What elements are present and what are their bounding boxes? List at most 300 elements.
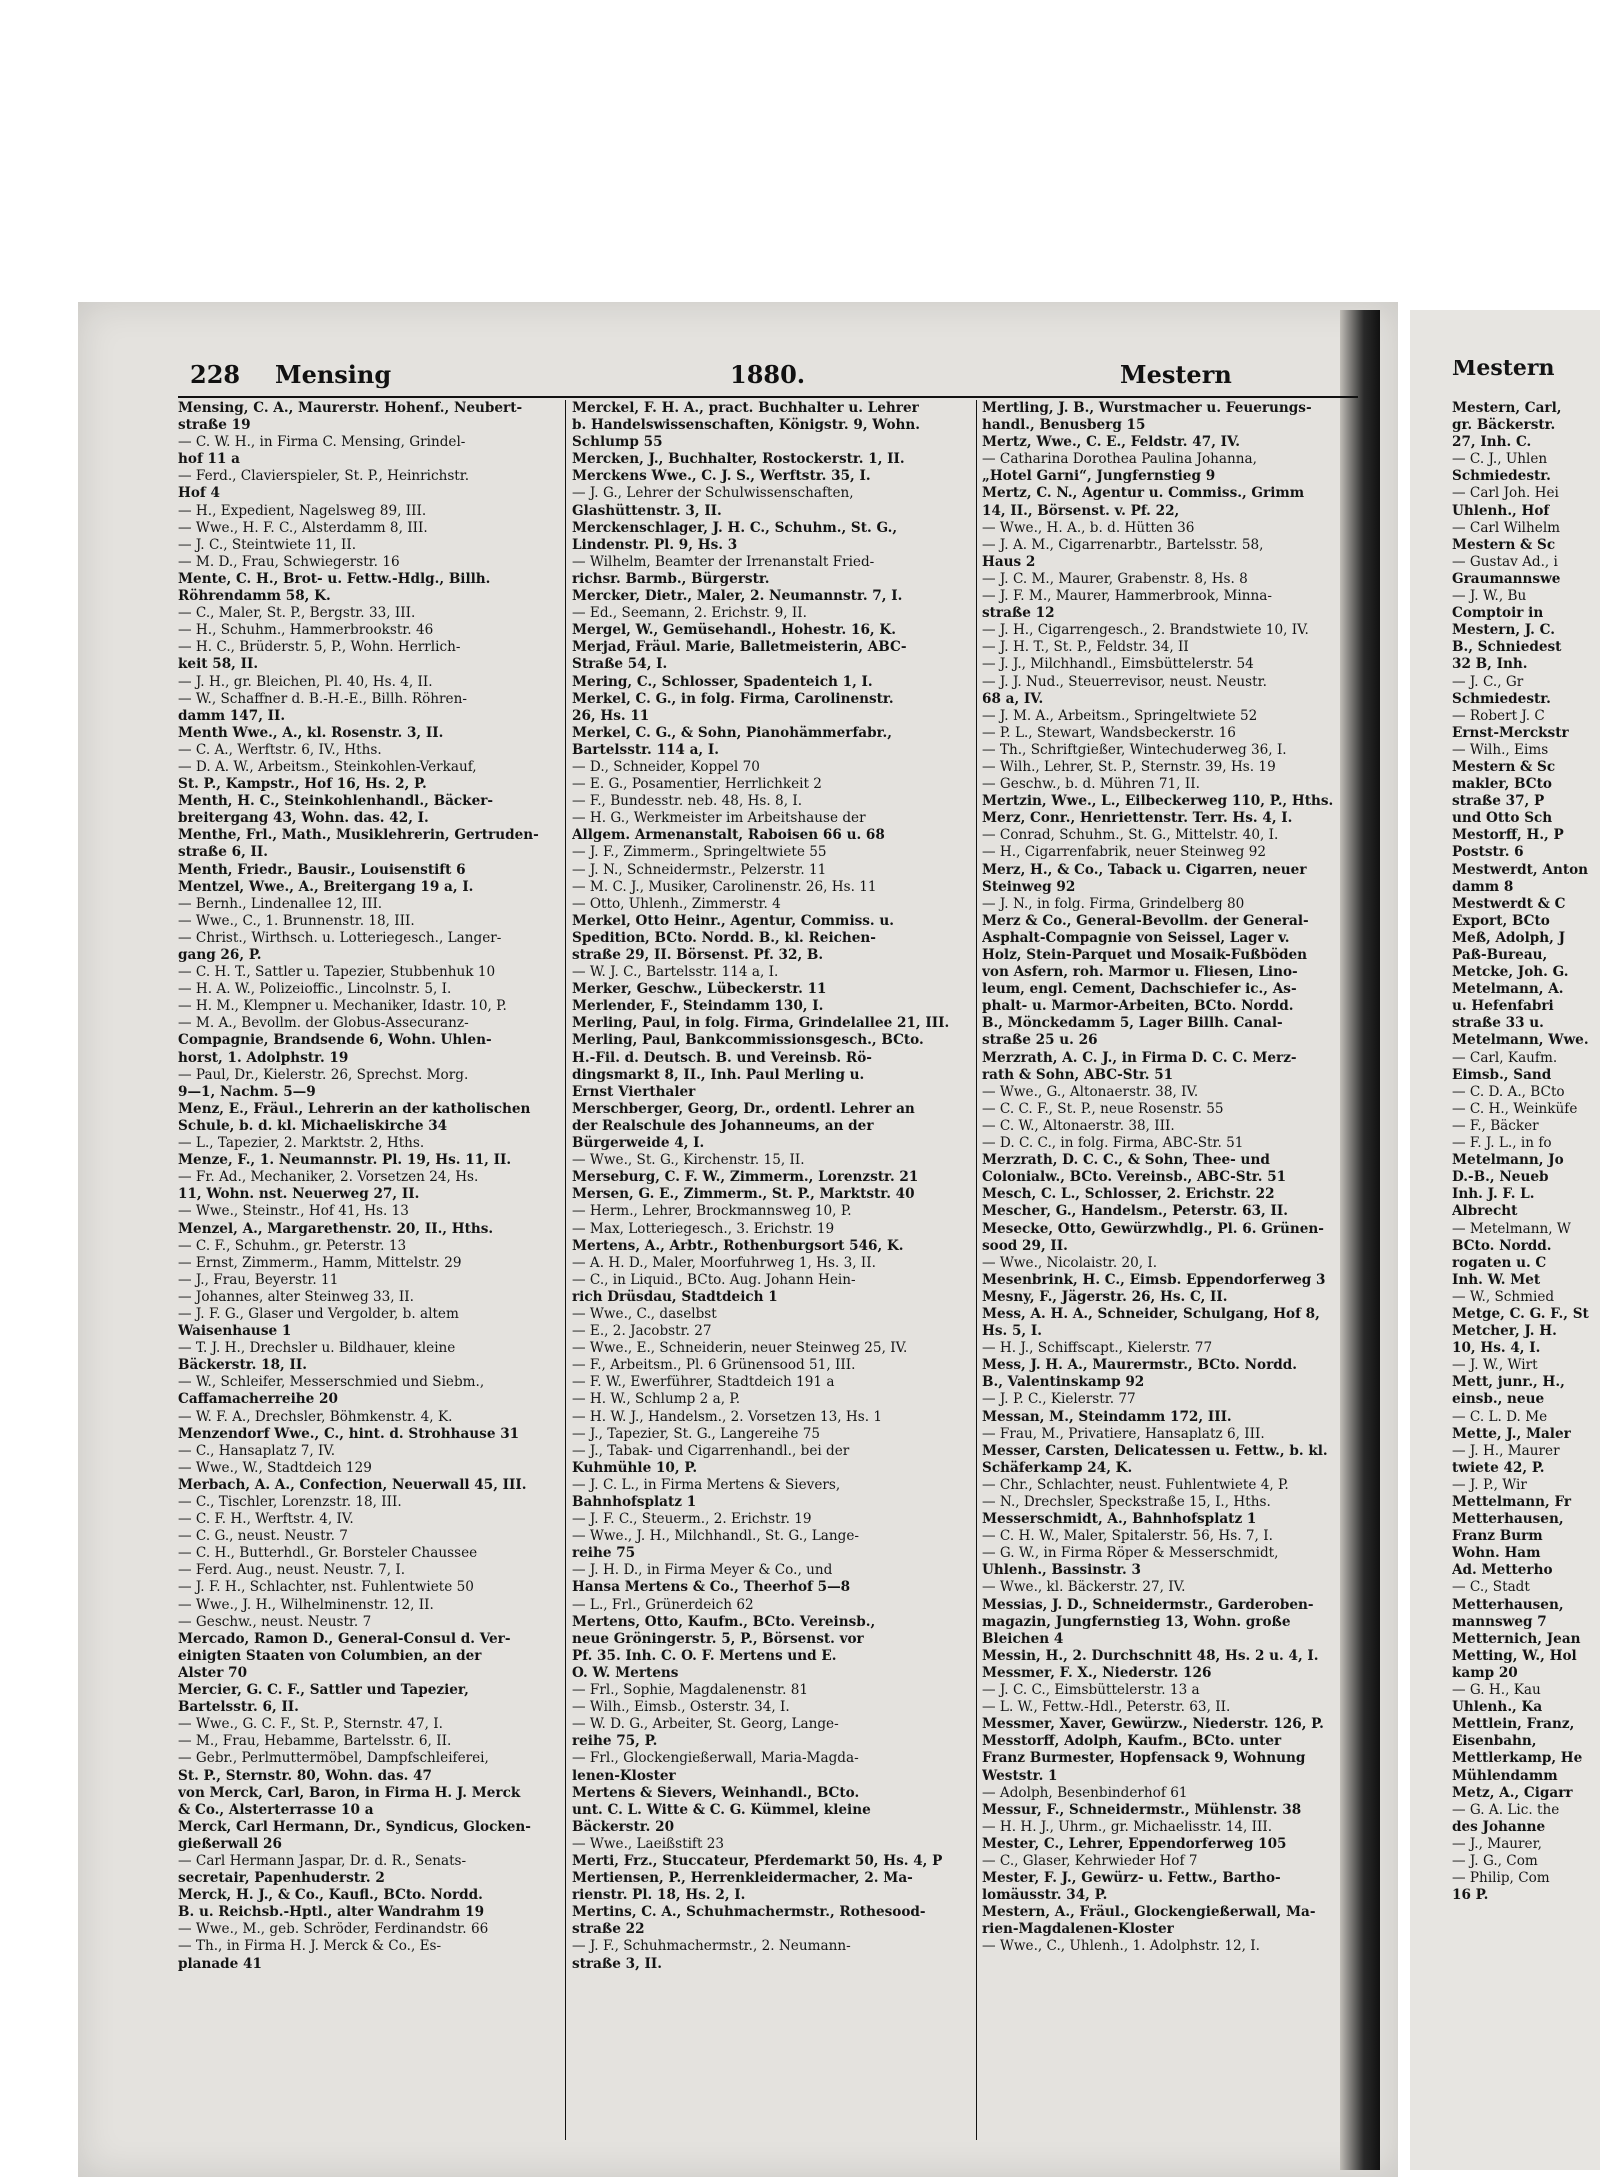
facing-page-line: Uhlenh., Ka [1452, 1699, 1543, 1716]
directory-entry-line: hof 11 a [178, 451, 240, 468]
directory-entry-line: Mercker, Dietr., Maler, 2. Neumannstr. 7, I. [572, 588, 903, 605]
directory-entry-line: — Frl., Glockengießerwall, Maria-Magda- [572, 1750, 859, 1767]
facing-page-line: — J., Maurer, [1452, 1835, 1542, 1852]
directory-entry-line: — Wwe., H. A., b. d. Hütten 36 [982, 519, 1195, 536]
directory-entry-line: — C., Glaser, Kehrwieder Hof 7 [982, 1852, 1198, 1869]
facing-page-line: — G. H., Kau [1452, 1682, 1541, 1699]
facing-page-line: — Gustav Ad., i [1452, 553, 1558, 570]
facing-page-line: — G. A. Lic. the [1452, 1801, 1560, 1818]
directory-entry-line: — J., Tapezier, St. G., Langereihe 75 [572, 1425, 821, 1442]
directory-entry-line: — Paul, Dr., Kielerstr. 26, Sprechst. Morg. [178, 1066, 469, 1083]
facing-page-line: Schmiedestr. [1452, 468, 1551, 485]
facing-page-line: Metelmann, A. [1452, 981, 1564, 998]
directory-entry-line: — W. F. A., Drechsler, Böhmkenstr. 4, K. [178, 1408, 453, 1425]
directory-entry-line: — G. W., in Firma Röper & Messerschmidt, [982, 1545, 1279, 1562]
directory-entry-line: — Wilh., Lehrer, St. P., Sternstr. 39, Hs. 19 [982, 758, 1276, 775]
directory-entry-line: phalt- u. Marmor-Arbeiten, BCto. Nordd. [982, 998, 1294, 1015]
facing-page-line: D.-B., Neueb [1452, 1169, 1549, 1186]
directory-entry-line: breitergang 43, Wohn. das. 42, I. [178, 810, 429, 827]
right-guide-word: Mestern [1120, 360, 1232, 389]
directory-entry-line: — F. W., Ewerführer, Stadtdeich 191 a [572, 1374, 835, 1391]
facing-page-line: einsb., neue [1452, 1391, 1545, 1408]
directory-entry-line: Schäferkamp 24, K. [982, 1459, 1133, 1476]
directory-entry-line: Hansa Mertens & Co., Theerhof 5—8 [572, 1579, 851, 1596]
directory-entry-line: Merlender, F., Steindamm 130, I. [572, 998, 824, 1015]
directory-entry-line: neue Gröningerstr. 5, P., Börsenst. vor [572, 1630, 864, 1647]
directory-entry-line: Mester, C., Lehrer, Eppendorferweg 105 [982, 1835, 1287, 1852]
directory-entry-line: Merz, H., & Co., Taback u. Cigarren, neuer [982, 861, 1307, 878]
facing-page-line: Graumannswe [1452, 570, 1561, 587]
directory-entry-line: — Herm., Lehrer, Brockmannsweg 10, P. [572, 1203, 852, 1220]
directory-entry-line: B. u. Reichsb.-Hptl., alter Wandrahm 19 [178, 1904, 485, 1921]
facing-page-header: Mestern [1452, 360, 1555, 381]
facing-page-line: Mestwerdt & C [1452, 895, 1566, 912]
facing-page-lines [1452, 400, 1600, 1904]
directory-entry-line: rich Drüsdau, Stadtdeich 1 [572, 1288, 778, 1305]
directory-entry-line: straße 19 [178, 417, 251, 434]
directory-entry-line: — H. C., Brüderstr. 5, P., Wohn. Herrlich- [178, 639, 461, 656]
directory-entry-line: Ernst Vierthaler [572, 1083, 696, 1100]
directory-entry-line: Merling, Paul, in folg. Firma, Grindelallee 21, III. [572, 1015, 950, 1032]
directory-entry-line: — E. G., Posamentier, Herrlichkeit 2 [572, 776, 822, 793]
facing-page-line: 27, Inh. C. [1452, 434, 1532, 451]
facing-page-line: — Robert J. C [1452, 707, 1545, 724]
page-header [190, 360, 1360, 394]
directory-entry-line: gang 26, P. [178, 947, 262, 963]
directory-entry-line: — C., in Liquid., BCto. Aug. Johann Hein- [572, 1271, 856, 1288]
directory-entry-line: richsr. Barmb., Bürgerstr. [572, 570, 770, 587]
directory-entry-line: lenen-Kloster [572, 1767, 676, 1784]
directory-entry-line: Merck, H. J., & Co., Kaufl., BCto. Nordd. [178, 1887, 483, 1904]
directory-entry-line: — Christ., Wirthsch. u. Lotteriegesch., Langer- [178, 929, 502, 946]
facing-page-line: Metternich, Jean [1452, 1630, 1581, 1647]
directory-entry-line: — W. D. G., Arbeiter, St. Georg, Lange- [572, 1716, 839, 1733]
directory-entry-line: — Wwe., Steinstr., Hof 41, Hs. 13 [178, 1203, 409, 1220]
directory-entry-line: reihe 75, P. [572, 1733, 658, 1750]
directory-entry-line: — C. A., Werftstr. 6, IV., Hths. [178, 741, 382, 758]
facing-page-line: Mühlendamm [1452, 1767, 1558, 1784]
page-number: 228 [190, 360, 241, 389]
directory-entry-line: — Wilh., Eimsb., Osterstr. 34, I. [572, 1699, 790, 1716]
directory-entry-line: unt. C. L. Witte & C. G. Kümmel, kleine [572, 1801, 871, 1818]
directory-entry-line: — Wwe., G. C. F., St. P., Sternstr. 47, I. [178, 1716, 443, 1733]
directory-entry-line: — C., Hansaplatz 7, IV. [178, 1442, 336, 1459]
directory-entry-line: Menth, H. C., Steinkohlenhandl., Bäcker- [178, 793, 494, 810]
facing-page-line: — J. H., Maurer [1452, 1442, 1560, 1459]
facing-page-line: Mestorff, H., P [1452, 827, 1564, 844]
directory-entry-line: handl., Benusberg 15 [982, 417, 1146, 434]
directory-entry-line: — Wwe., Nicolaistr. 20, I. [982, 1254, 1158, 1271]
facing-page-line: B., Schniedest [1452, 639, 1562, 656]
directory-entry-line: reihe 75 [572, 1545, 636, 1562]
facing-page-line: — Carl, Kaufm. [1452, 1049, 1558, 1066]
facing-page-line: Inh. W. Met [1452, 1271, 1541, 1288]
directory-entry-line: 68 a, IV. [982, 690, 1044, 707]
facing-page-line: — Carl Joh. Hei [1452, 485, 1559, 502]
directory-entry-line: — Wwe., E., Schneiderin, neuer Steinweg 25, IV. [572, 1340, 908, 1357]
directory-entry-line: Hs. 5, I. [982, 1323, 1042, 1340]
directory-entry-line: — Th., in Firma H. J. Merck & Co., Es- [178, 1938, 442, 1955]
directory-entry-line: Menz, E., Fräul., Lehrerin an der katholischen [178, 1100, 531, 1117]
directory-entry-line: Mertens & Sievers, Weinhandl., BCto. [572, 1784, 860, 1801]
directory-entry-line: Waisenhause 1 [178, 1323, 292, 1340]
directory-entry-line: — J. P. C., Kielerstr. 77 [982, 1391, 1136, 1408]
directory-entry-line: Mertiensen, P., Herrenkleidermacher, 2. Ma- [572, 1870, 913, 1887]
facing-page-line: Export, BCto [1452, 912, 1550, 929]
directory-entry-line: — Wwe., kl. Bäckerstr. 27, IV. [982, 1579, 1186, 1596]
facing-page-line: Inh. J. F. L. [1452, 1186, 1535, 1203]
directory-entry-line: Messur, F., Schneidermstr., Mühlenstr. 38 [982, 1801, 1302, 1818]
directory-entry-line: — A. H. D., Maler, Moorfuhrweg 1, Hs. 3, II. [572, 1254, 876, 1271]
directory-entry-line: — J. C. L., in Firma Mertens & Sievers, [572, 1476, 841, 1493]
directory-entry-line: Merzrath, D. C. C., & Sohn, Thee- und [982, 1152, 1270, 1169]
directory-entry-line: straße 6, II. [178, 844, 268, 861]
directory-entry-line: & Co., Alsterterrasse 10 a [178, 1801, 374, 1818]
facing-page-column [1452, 360, 1600, 2150]
facing-page-line: Metcke, Joh. G. [1452, 964, 1569, 981]
directory-entry-line: — C. W., Altonaerstr. 38, III. [982, 1117, 1175, 1134]
directory-entry-line: Mente, C. H., Brot- u. Fettw.-Hdlg., Billh. [178, 570, 491, 587]
facing-page-line: Franz Burm [1452, 1528, 1543, 1545]
directory-entry-line: — J. M. A., Arbeitsm., Springeltwiete 52 [982, 707, 1258, 724]
directory-entry-line: Merz & Co., General-Bevollm. der General- [982, 912, 1309, 929]
directory-entry-line: Haus 2 [982, 553, 1036, 570]
directory-entry-line: — C. H. W., Maler, Spitalerstr. 56, Hs. 7, I. [982, 1528, 1273, 1545]
directory-entry-line: — N., Drechsler, Speckstraße 15, I., Hths. [982, 1494, 1271, 1510]
directory-entry-line: — J. H., gr. Bleichen, Pl. 40, Hs. 4, II. [178, 673, 433, 690]
directory-entry-line: Schule, b. d. kl. Michaeliskirche 34 [178, 1117, 448, 1134]
directory-entry-line: — Fr. Ad., Mechaniker, 2. Vorsetzen 24, Hs. [178, 1169, 479, 1186]
directory-entry-line: — H. M., Klempner u. Mechaniker, Idastr. 10, P. [178, 998, 507, 1015]
directory-entry-line: Röhrendamm 58, K. [178, 588, 331, 605]
facing-page-line: straße 37, P [1452, 793, 1545, 810]
directory-entry-line: Mercado, Ramon D., General-Consul d. Ver- [178, 1630, 511, 1647]
directory-entry-line: gießerwall 26 [178, 1835, 282, 1852]
directory-entry-line: 14, II., Börsenst. v. Pf. 22, [982, 502, 1180, 519]
facing-page-line: 16 P. [1452, 1887, 1489, 1904]
facing-page-line: mannsweg 7 [1452, 1613, 1547, 1630]
directory-entry-line: Mertz, C. N., Agentur u. Commiss., Grimm [982, 485, 1305, 502]
directory-entry-line: Schlump 55 [572, 434, 663, 451]
directory-entry-line: — Th., Schriftgießer, Wintechuderweg 36, I. [982, 741, 1287, 758]
directory-entry-line: — C., Tischler, Lorenzstr. 18, III. [178, 1494, 402, 1510]
directory-entry-line: magazin, Jungfernstieg 13, Wohn. große [982, 1613, 1291, 1630]
directory-entry-line: Merbach, A. A., Confection, Neuerwall 45, III. [178, 1476, 527, 1493]
directory-entry-line: — J., Tabak- und Cigarrenhandl., bei der [572, 1442, 850, 1459]
facing-page-line: Mestwerdt, Anton [1452, 861, 1589, 878]
column-divider [976, 400, 977, 2140]
facing-page-line: Metge, C. G. F., St [1452, 1305, 1589, 1322]
directory-entry-line: Merjad, Fräul. Marie, Balletmeisterin, ABC- [572, 639, 907, 656]
directory-entry-line: — Ed., Seemann, 2. Erichstr. 9, II. [572, 605, 807, 622]
directory-entry-line: Mertens, Otto, Kaufm., BCto. Vereinsb., [572, 1613, 876, 1630]
facing-page-line: Mestern, J. C. [1452, 622, 1555, 639]
directory-entry-line: — J. J. Nud., Steuerrevisor, neust. Neustr. [982, 673, 1267, 690]
directory-entry-line: Bäckerstr. 20 [572, 1818, 675, 1835]
directory-entry-line: — H., Cigarrenfabrik, neuer Steinweg 92 [982, 844, 1266, 861]
directory-entry-line: 26, Hs. 11 [572, 707, 650, 724]
directory-entry-line: Weststr. 1 [982, 1767, 1058, 1784]
directory-entry-line: Mesenbrink, H. C., Eimsb. Eppendorferweg 3 [982, 1271, 1326, 1288]
facing-page-line: — J. G., Com [1452, 1852, 1538, 1869]
directory-entry-line: — Ernst, Zimmerm., Hamm, Mittelstr. 29 [178, 1254, 462, 1271]
directory-entry-line: — Catharina Dorothea Paulina Johanna, [982, 451, 1257, 468]
header-rule [178, 396, 1358, 398]
directory-entry-line: Steinweg 92 [982, 878, 1076, 895]
facing-page-line: des Johanne [1452, 1818, 1546, 1835]
directory-entry-line: — D. A. W., Arbeitsm., Steinkohlen-Verkauf, [178, 758, 477, 775]
facing-page-line: Paß-Bureau, [1452, 947, 1548, 963]
directory-entry-line: Mertens, A., Arbtr., Rothenburgsort 546, K. [572, 1237, 904, 1254]
directory-entry-line: — J. C. C., Eimsbüttelerstr. 13 a [982, 1682, 1200, 1699]
directory-entry-line: — Johannes, alter Steinweg 33, II. [178, 1288, 414, 1305]
facing-page-line: Metelmann, Wwe. [1452, 1032, 1589, 1049]
facing-page-line: Uhlenh., Hof [1452, 502, 1550, 519]
directory-entry-line: Menzendorf Wwe., C., hint. d. Strohhause 31 [178, 1425, 520, 1442]
directory-entry-line: — D., Schneider, Koppel 70 [572, 758, 760, 775]
directory-entry-line: Messias, J. D., Schneidermstr., Garderoben- [982, 1596, 1314, 1613]
facing-page-line: 10, Hs. 4, I. [1452, 1340, 1541, 1357]
directory-entry-line: Hof 4 [178, 485, 220, 502]
facing-page-line: Wohn. Ham [1452, 1545, 1541, 1562]
directory-entry-line: einigten Staaten von Columbien, an der [178, 1647, 482, 1664]
directory-entry-line: Mertzin, Wwe., L., Eilbeckerweg 110, P., Hths. [982, 793, 1334, 810]
directory-entry-line: Merzrath, A. C. J., in Firma D. C. C. Merz- [982, 1049, 1297, 1066]
directory-entry-line: — C. G., neust. Neustr. 7 [178, 1528, 348, 1545]
directory-year: 1880. [730, 360, 806, 389]
directory-entry-line: dingsmarkt 8, II., Inh. Paul Merling u. [572, 1066, 865, 1083]
facing-page-line: Ad. Metterho [1452, 1562, 1553, 1579]
directory-entry-line: von Merck, Carl, Baron, in Firma H. J. Merck [178, 1784, 521, 1801]
directory-entry-line: — H. G., Werkmeister im Arbeitshause der [572, 810, 866, 827]
directory-entry-line: — J. F. H., Schlachter, nst. Fuhlentwiete 50 [178, 1579, 474, 1596]
directory-entry-line: — Wwe., M., geb. Schröder, Ferdinandstr. 66 [178, 1921, 489, 1938]
facing-page-line: — Carl Wilhelm [1452, 519, 1561, 536]
directory-entry-line: — C. F., Schuhm., gr. Peterstr. 13 [178, 1237, 407, 1254]
directory-entry-line: — Frl., Sophie, Magdalenenstr. 81 [572, 1682, 809, 1699]
facing-page-line: — Philip, Com [1452, 1870, 1550, 1887]
directory-entry-line: leum, engl. Cement, Dachschiefer ic., As- [982, 981, 1297, 998]
facing-page-line: kamp 20 [1452, 1664, 1518, 1681]
directory-entry-line: — H. W. J., Handelsm., 2. Vorsetzen 13, Hs. 1 [572, 1408, 883, 1425]
facing-page-line: Albrecht [1452, 1203, 1518, 1220]
directory-entry-line: — J. G., Lehrer der Schulwissenschaften, [572, 485, 854, 502]
directory-entry-line: Compagnie, Brandsende 6, Wohn. Uhlen- [178, 1032, 492, 1049]
directory-entry-line: Bäckerstr. 18, II. [178, 1357, 307, 1374]
directory-entry-line: — C. F. H., Werftstr. 4, IV. [178, 1511, 354, 1528]
directory-entry-line: Bartelsstr. 114 a, I. [572, 741, 719, 758]
directory-entry-line: Mertling, J. B., Wurstmacher u. Feuerungs- [982, 400, 1312, 416]
directory-entry-line: — Ferd. Aug., neust. Neustr. 7, I. [178, 1562, 406, 1579]
directory-entry-line: — W. J. C., Bartelsstr. 114 a, I. [572, 964, 779, 981]
directory-entry-line: — M. A., Bevollm. der Globus-Assecuranz- [178, 1015, 469, 1032]
directory-entry-line: — L. W., Fettw.-Hdl., Peterstr. 63, II. [982, 1699, 1231, 1716]
directory-entry-line: — Geschw., neust. Neustr. 7 [178, 1613, 372, 1630]
directory-entry-line: — J. H. T., St. P., Feldstr. 34, II [982, 639, 1189, 656]
directory-entry-line: Menze, F., 1. Neumannstr. Pl. 19, Hs. 11, II. [178, 1152, 512, 1169]
directory-entry-line: Messmer, F. X., Niederstr. 126 [982, 1664, 1212, 1681]
directory-entry-line: St. P., Sternstr. 80, Wohn. das. 47 [178, 1767, 433, 1784]
directory-entry-line: sood 29, II. [982, 1237, 1068, 1254]
directory-entry-line: — L., Frl., Grünerdeich 62 [572, 1596, 754, 1613]
directory-entry-line: Mercier, G. C. F., Sattler und Tapezier, [178, 1682, 469, 1699]
directory-entry-line: Messmer, Xaver, Gewürzw., Niederstr. 126, P. [982, 1716, 1324, 1733]
directory-entry-line: — Wwe., J. H., Wilhelminenstr. 12, II. [178, 1596, 434, 1613]
directory-entry-line: — Max, Lotteriegesch., 3. Erichstr. 19 [572, 1220, 835, 1237]
column-divider [565, 400, 566, 2140]
directory-entry-line: lomäusstr. 34, P. [982, 1887, 1108, 1904]
directory-entry-line: Messtorff, Adolph, Kaufm., BCto. unter [982, 1733, 1282, 1750]
directory-entry-line: Pf. 35. Inh. C. O. F. Mertens und E. [572, 1647, 837, 1664]
directory-entry-line: Bleichen 4 [982, 1630, 1064, 1647]
directory-entry-line: Mentzel, Wwe., A., Breitergang 19 a, I. [178, 878, 474, 895]
directory-entry-line: — L., Tapezier, 2. Marktstr. 2, Hths. [178, 1135, 425, 1152]
directory-entry-line: — J. N., Schneidermstr., Pelzerstr. 11 [572, 861, 827, 878]
facing-page-line: Metcher, J. H. [1452, 1323, 1557, 1340]
facing-page-line: Mestern & Sc [1452, 536, 1556, 553]
facing-page-line: BCto. Nordd. [1452, 1237, 1552, 1254]
directory-entry-line: straße 12 [982, 605, 1055, 622]
directory-entry-line: Merker, Geschw., Lübeckerstr. 11 [572, 981, 827, 998]
directory-entry-line: Messer, Carsten, Delicatessen u. Fettw., b. kl. [982, 1442, 1328, 1459]
directory-entry-line: — C. H., Butterhdl., Gr. Borsteler Chaussee [178, 1545, 478, 1562]
directory-entry-line: horst, 1. Adolphstr. 19 [178, 1049, 349, 1066]
facing-page-line: Mett, junr., H., [1452, 1374, 1565, 1391]
directory-entry-line: der Realschule des Johanneums, an der [572, 1117, 874, 1134]
directory-entry-line: Merckens Wwe., C. J. S., Werftstr. 35, I. [572, 468, 871, 485]
directory-entry-line: — Wwe., Laeißstift 23 [572, 1835, 725, 1852]
facing-page-line: — W., Schmied [1452, 1288, 1555, 1305]
directory-entry-line: rath & Sohn, ABC-Str. 51 [982, 1066, 1174, 1083]
directory-entry-line: Mercken, J., Buchhalter, Rostockerstr. 1, II. [572, 451, 905, 468]
directory-entry-line: Uhlenh., Bassinstr. 3 [982, 1562, 1141, 1579]
facing-page-line: Mettlerkamp, He [1452, 1750, 1583, 1767]
facing-page-line: Metting, W., Hol [1452, 1647, 1577, 1664]
directory-entry-line: — C. C. F., St. P., neue Rosenstr. 55 [982, 1100, 1224, 1117]
directory-entry-line: Merckenschlager, J. H. C., Schuhm., St. G., [572, 519, 898, 536]
directory-entry-line: Asphalt-Compagnie von Seissel, Lager v. [982, 929, 1290, 946]
facing-page-line: Metelmann, Jo [1452, 1152, 1564, 1169]
directory-entry-line: — H. J., Schiffscapt., Kielerstr. 77 [982, 1340, 1213, 1357]
directory-entry-line: — J. C., Steintwiete 11, II. [178, 536, 357, 553]
directory-entry-line: Merling, Paul, Bankcommissionsgesch., BCto. [572, 1032, 924, 1049]
directory-entry-line: Mestern, A., Fräul., Glockengießerwall, Ma- [982, 1904, 1316, 1921]
facing-page-line: Poststr. 6 [1452, 844, 1524, 861]
directory-entry-line: Mess, J. H. A., Maurermstr., BCto. Nordd. [982, 1357, 1298, 1374]
directory-entry-line: straße 25 u. 26 [982, 1032, 1098, 1049]
directory-entry-line: Menthe, Frl., Math., Musiklehrerin, Gertruden- [178, 827, 539, 844]
facing-page-line: — J. W., Wirt [1452, 1357, 1538, 1374]
directory-entry-line: keit 58, II. [178, 656, 259, 673]
directory-entry-line: — J. F. M., Maurer, Hammerbrook, Minna- [982, 588, 1272, 605]
facing-page-line: und Otto Sch [1452, 810, 1553, 827]
directory-entry-line: Holz, Stein-Parquet und Mosaik-Fußböden [982, 947, 1308, 963]
directory-entry-line: — Wwe., C., daselbst [572, 1305, 717, 1322]
directory-entry-line: — Bernh., Lindenallee 12, III. [178, 895, 383, 912]
directory-entry-line: O. W. Mertens [572, 1664, 679, 1681]
facing-page-line: — F. J. L., in fo [1452, 1135, 1552, 1152]
directory-entry-line: — C. W. H., in Firma C. Mensing, Grindel- [178, 434, 466, 451]
directory-entry-line: — J. N., in folg. Firma, Grindelberg 80 [982, 895, 1245, 912]
facing-page-line: Ernst-Merckstr [1452, 724, 1569, 741]
directory-entry-line: damm 147, II. [178, 707, 286, 724]
directory-entry-line: — F., Bundesstr. neb. 48, Hs. 8, I. [572, 793, 803, 810]
facing-page-line: Metz, A., Cigarr [1452, 1784, 1573, 1801]
directory-entry-line: Spedition, BCto. Nordd. B., kl. Reichen- [572, 929, 876, 946]
facing-page-line: — C. J., Uhlen [1452, 451, 1548, 468]
directory-column-1 [178, 400, 560, 2140]
directory-entry-line: — Wwe., C., Uhlenh., 1. Adolphstr. 12, I. [982, 1938, 1261, 1955]
directory-entry-line: Messerschmidt, A., Bahnhofsplatz 1 [982, 1511, 1257, 1528]
directory-entry-line: Mergel, W., Gemüsehandl., Hohestr. 16, K. [572, 622, 896, 639]
directory-entry-line: Kuhmühle 10, P. [572, 1459, 698, 1476]
facing-page-line: Metterhausen, [1452, 1596, 1564, 1613]
directory-entry-line: „Hotel Garni“, Jungfernstieg 9 [982, 468, 1216, 485]
facing-page-line: makler, BCto [1452, 776, 1552, 793]
directory-entry-line: Menth Wwe., A., kl. Rosenstr. 3, II. [178, 724, 444, 741]
directory-entry-line: — Geschw., b. d. Mühren 71, II. [982, 776, 1200, 793]
directory-entry-line: Caffamacherreihe 20 [178, 1391, 338, 1408]
directory-entry-line: Merckel, F. H. A., pract. Buchhalter u. Lehrer [572, 400, 919, 416]
facing-page-line: rogaten u. C [1452, 1254, 1547, 1271]
directory-entry-line: H.-Fil. d. Deutsch. B. und Vereinsb. Rö- [572, 1049, 872, 1066]
directory-entry-line: von Asfern, roh. Marmor u. Fliesen, Lino- [982, 964, 1298, 981]
directory-entry-line: — C. H. T., Sattler u. Tapezier, Stubbenhuk 10 [178, 964, 496, 981]
directory-entry-line: straße 22 [572, 1921, 645, 1938]
directory-entry-line: Glashüttenstr. 3, II. [572, 502, 722, 519]
directory-entry-line: Franz Burmester, Hopfensack 9, Wohnung [982, 1750, 1306, 1767]
directory-entry-line: Menth, Friedr., Bausir., Louisenstift 6 [178, 861, 466, 878]
directory-entry-line: Colonialw., BCto. Vereinsb., ABC-Str. 51 [982, 1169, 1287, 1186]
directory-entry-line: — Ferd., Clavierspieler, St. P., Heinrichstr. [178, 468, 470, 485]
directory-entry-line: Mensing, C. A., Maurerstr. Hohenf., Neubert- [178, 400, 523, 416]
directory-entry-line: Merck, Carl Hermann, Dr., Syndicus, Glocken- [178, 1818, 531, 1835]
directory-entry-line: b. Handelswissenschaften, Königstr. 9, Wohn. [572, 417, 921, 434]
directory-entry-line: — H. W., Schlump 2 a, P. [572, 1391, 741, 1408]
facing-page-line: Mestern & Sc [1452, 758, 1556, 775]
facing-page-line: — J. W., Bu [1452, 588, 1527, 605]
directory-entry-line: Bartelsstr. 6, II. [178, 1699, 299, 1716]
directory-entry-line: — T. J. H., Drechsler u. Bildhauer, kleine [178, 1340, 456, 1357]
facing-page-line: Meß, Adolph, J [1452, 929, 1566, 946]
directory-entry-line: straße 29, II. Börsenst. Pf. 32, B. [572, 947, 824, 963]
directory-entry-line: Merseburg, C. F. W., Zimmerm., Lorenzstr. 21 [572, 1169, 919, 1186]
directory-entry-line: Merkel, C. G., & Sohn, Pianohämmerfabr., [572, 724, 892, 741]
directory-entry-line: Mesch, C. L., Schlosser, 2. Erichstr. 22 [982, 1186, 1275, 1203]
directory-entry-line: Menzel, A., Margarethenstr. 20, II., Hths. [178, 1220, 494, 1237]
facing-page-line: — Wilh., Eims [1452, 741, 1549, 758]
directory-entry-line: — J., Frau, Beyerstr. 11 [178, 1271, 339, 1288]
directory-entry-line: — H., Expedient, Nagelsweg 89, III. [178, 502, 427, 519]
directory-entry-line: — J. F., Schuhmachermstr., 2. Neumann- [572, 1938, 851, 1955]
directory-entry-line: — Wwe., C., 1. Brunnenstr. 18, III. [178, 912, 415, 929]
directory-entry-line: Straße 54, I. [572, 656, 668, 673]
directory-entry-line: Mesecke, Otto, Gewürzwhdlg., Pl. 6. Grünen- [982, 1220, 1324, 1237]
facing-page-line: twiete 42, P. [1452, 1459, 1545, 1476]
directory-entry-line: Messin, H., 2. Durchschnitt 48, Hs. 2 u. 4, I. [982, 1647, 1319, 1664]
directory-entry-line: Merkel, Otto Heinr., Agentur, Commiss. u. [572, 912, 894, 929]
directory-entry-line: Mesny, F., Jägerstr. 26, Hs. C, II. [982, 1288, 1228, 1305]
directory-entry-line: Mering, C., Schlosser, Spadenteich 1, I. [572, 673, 873, 690]
facing-page-line: damm 8 [1452, 878, 1514, 895]
directory-entry-line: — Adolph, Besenbinderhof 61 [982, 1784, 1188, 1801]
directory-entry-line: St. P., Kampstr., Hof 16, Hs. 2, P. [178, 776, 427, 793]
directory-entry-line: Merti, Frz., Stuccateur, Pferdemarkt 50, Hs. 4, P [572, 1852, 943, 1869]
directory-entry-line: Allgem. Armenanstalt, Raboisen 66 u. 68 [572, 827, 885, 844]
directory-entry-line: — Wilhelm, Beamter der Irrenanstalt Fried- [572, 553, 875, 570]
directory-entry-line: — Chr., Schlachter, neust. Fuhlentwiete 4, P. [982, 1476, 1289, 1493]
directory-entry-line: — W., Schaffner d. B.-H.-E., Billh. Röhren- [178, 690, 467, 707]
